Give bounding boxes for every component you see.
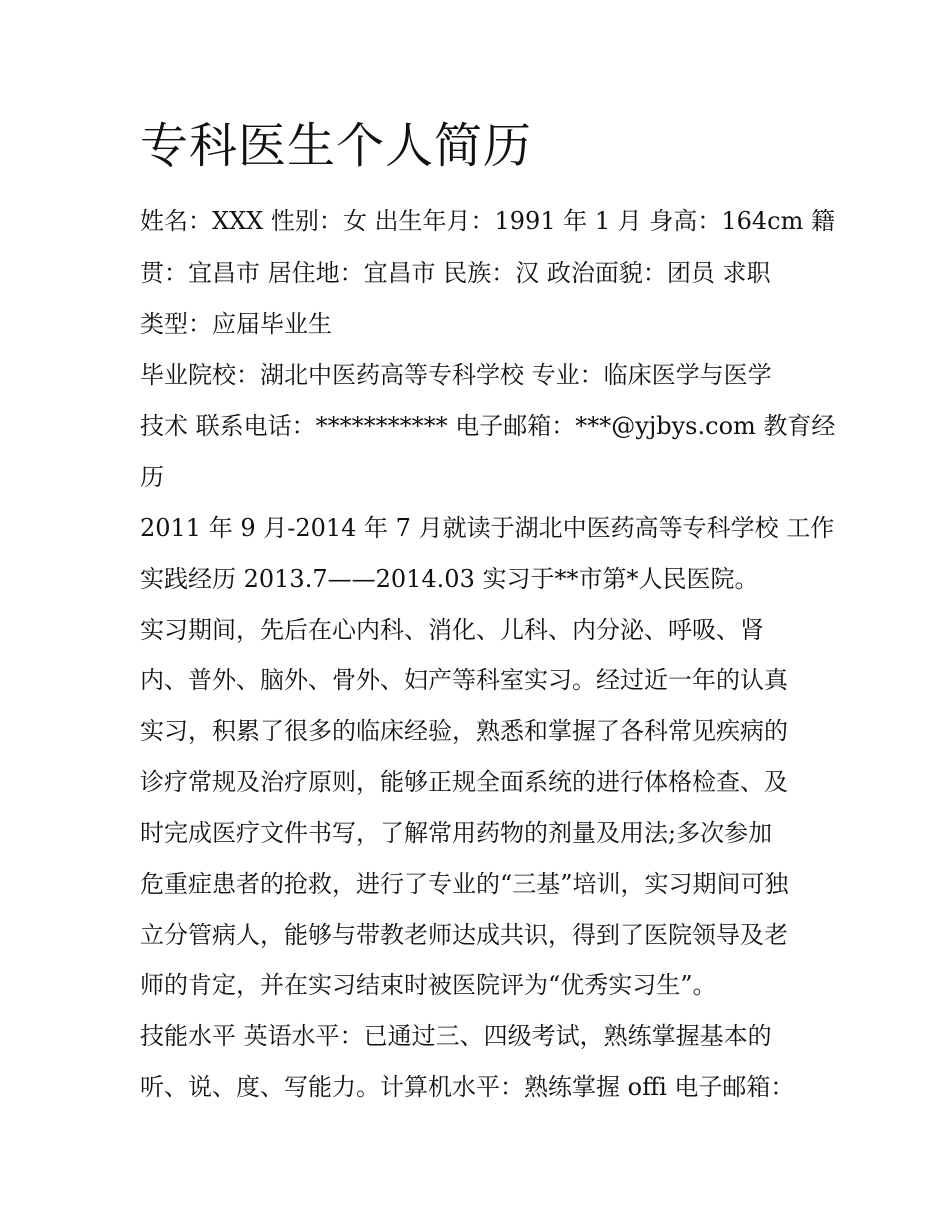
body-line: 危重症患者的抢救，进行了专业的“三基”培训，实习期间可独 <box>140 870 789 898</box>
body-line: 实践经历 2013.7——2014.03 实习于**市第*人民医院。 <box>140 565 759 593</box>
body-line: 听、说、度、写能力。计算机水平：熟练掌握 offi 电子邮箱： <box>140 1073 795 1101</box>
body-line: 贯：宜昌市 居住地：宜昌市 民族：汉 政治面貌：团员 求职 <box>140 259 771 287</box>
body-line: 毕业院校：湖北中医药高等专科学校 专业：临床医学与医学 <box>140 361 772 389</box>
body-line: 内、普外、脑外、骨外、妇产等科室实习。经过近一年的认真 <box>140 666 788 694</box>
body-line: 技能水平 英语水平：已通过三、四级考试，熟练掌握基本的 <box>140 1022 772 1050</box>
body-line: 师的肯定，并在实习结束时被医院评为“优秀实习生”。 <box>140 971 717 999</box>
body-line: 实习期间，先后在心内科、消化、儿科、内分泌、呼吸、肾 <box>140 616 764 644</box>
body-line: 时完成医疗文件书写，了解常用药物的剂量及用法;多次参加 <box>140 819 773 847</box>
body-line: 姓名：XXX 性别：女 出生年月：1991 年 1 月 身高：164cm 籍 <box>140 207 836 235</box>
body-line: 实习，积累了很多的临床经验，熟悉和掌握了各科常见疾病的 <box>140 717 788 745</box>
body-line: 立分管病人，能够与带教老师达成共识，得到了医院领导及老 <box>140 921 788 949</box>
body-line: 技术 联系电话：*********** 电子邮箱：***@yjbys.com 教育经 <box>140 412 836 440</box>
body-line: 历 <box>140 463 164 491</box>
body-line: 诊疗常规及治疗原则，能够正规全面系统的进行体格检查、及 <box>140 768 788 796</box>
body-line: 2011 年 9 月-2014 年 7 月就读于湖北中医药高等专科学校 工作 <box>140 514 835 542</box>
body-line: 类型：应届毕业生 <box>140 310 332 338</box>
page-title: 专科医生个人简历 <box>140 118 533 174</box>
